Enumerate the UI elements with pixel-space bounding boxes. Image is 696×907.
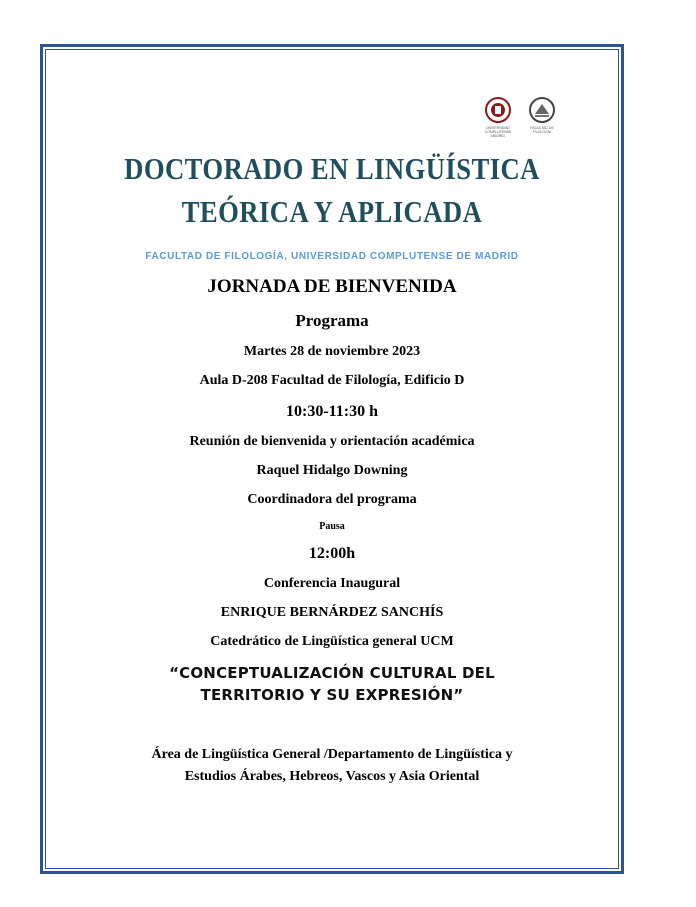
session1-speaker: Raquel Hidalgo Downing bbox=[256, 463, 408, 478]
event-date: Martes 28 de noviembre 2023 bbox=[243, 344, 421, 359]
department-line-1: Área de Lingüística General /Departamento de Lingüística y bbox=[151, 747, 513, 762]
session2-time: 12:00h bbox=[308, 545, 356, 562]
talk-title-line-2: TERRITORIO Y SU EXPRESIÓN” bbox=[200, 686, 464, 704]
faculty-subtitle: FACULTAD DE FILOLOGÍA, UNIVERSIDAD COMPLUTENSE DE MADRID bbox=[145, 251, 519, 262]
department-line-2: Estudios Árabes, Hebreos, Vascos y Asia Oriental bbox=[184, 769, 480, 784]
talk-title-line-1: “CONCEPTUALIZACIÓN CULTURAL DEL bbox=[169, 664, 495, 682]
event-name: JORNADA DE BIENVENIDA bbox=[207, 276, 457, 297]
filologia-logo-caption: FACULTAD DE FILOLOGÍA bbox=[530, 126, 554, 134]
page-title-line-1: DOCTORADO EN LINGÜÍSTICA bbox=[124, 151, 540, 186]
session2-title: Conferencia Inaugural bbox=[263, 576, 401, 591]
pause-label: Pausa bbox=[319, 521, 345, 532]
filologia-logo bbox=[528, 96, 556, 134]
event-location: Aula D-208 Facultad de Filología, Edificio D bbox=[199, 373, 465, 388]
logos bbox=[484, 96, 564, 140]
filologia-seal-icon bbox=[528, 96, 556, 124]
session2-role: Catedrático de Lingüística general UCM bbox=[210, 634, 454, 649]
session1-title: Reunión de bienvenida y orientación académica bbox=[189, 434, 475, 449]
session1-role: Coordinadora del programa bbox=[247, 492, 417, 507]
ucm-seal-icon bbox=[484, 96, 512, 124]
ucm-logo bbox=[484, 96, 512, 138]
session1-time: 10:30-11:30 h bbox=[286, 403, 378, 420]
page-title-line-2: TEÓRICA Y APLICADA bbox=[181, 194, 483, 229]
session2-speaker: ENRIQUE BERNÁRDEZ SANCHÍS bbox=[220, 605, 444, 620]
ucm-logo-caption: UNIVERSIDAD COMPLUTENSE MADRID bbox=[484, 126, 512, 138]
programa-heading: Programa bbox=[295, 311, 369, 330]
